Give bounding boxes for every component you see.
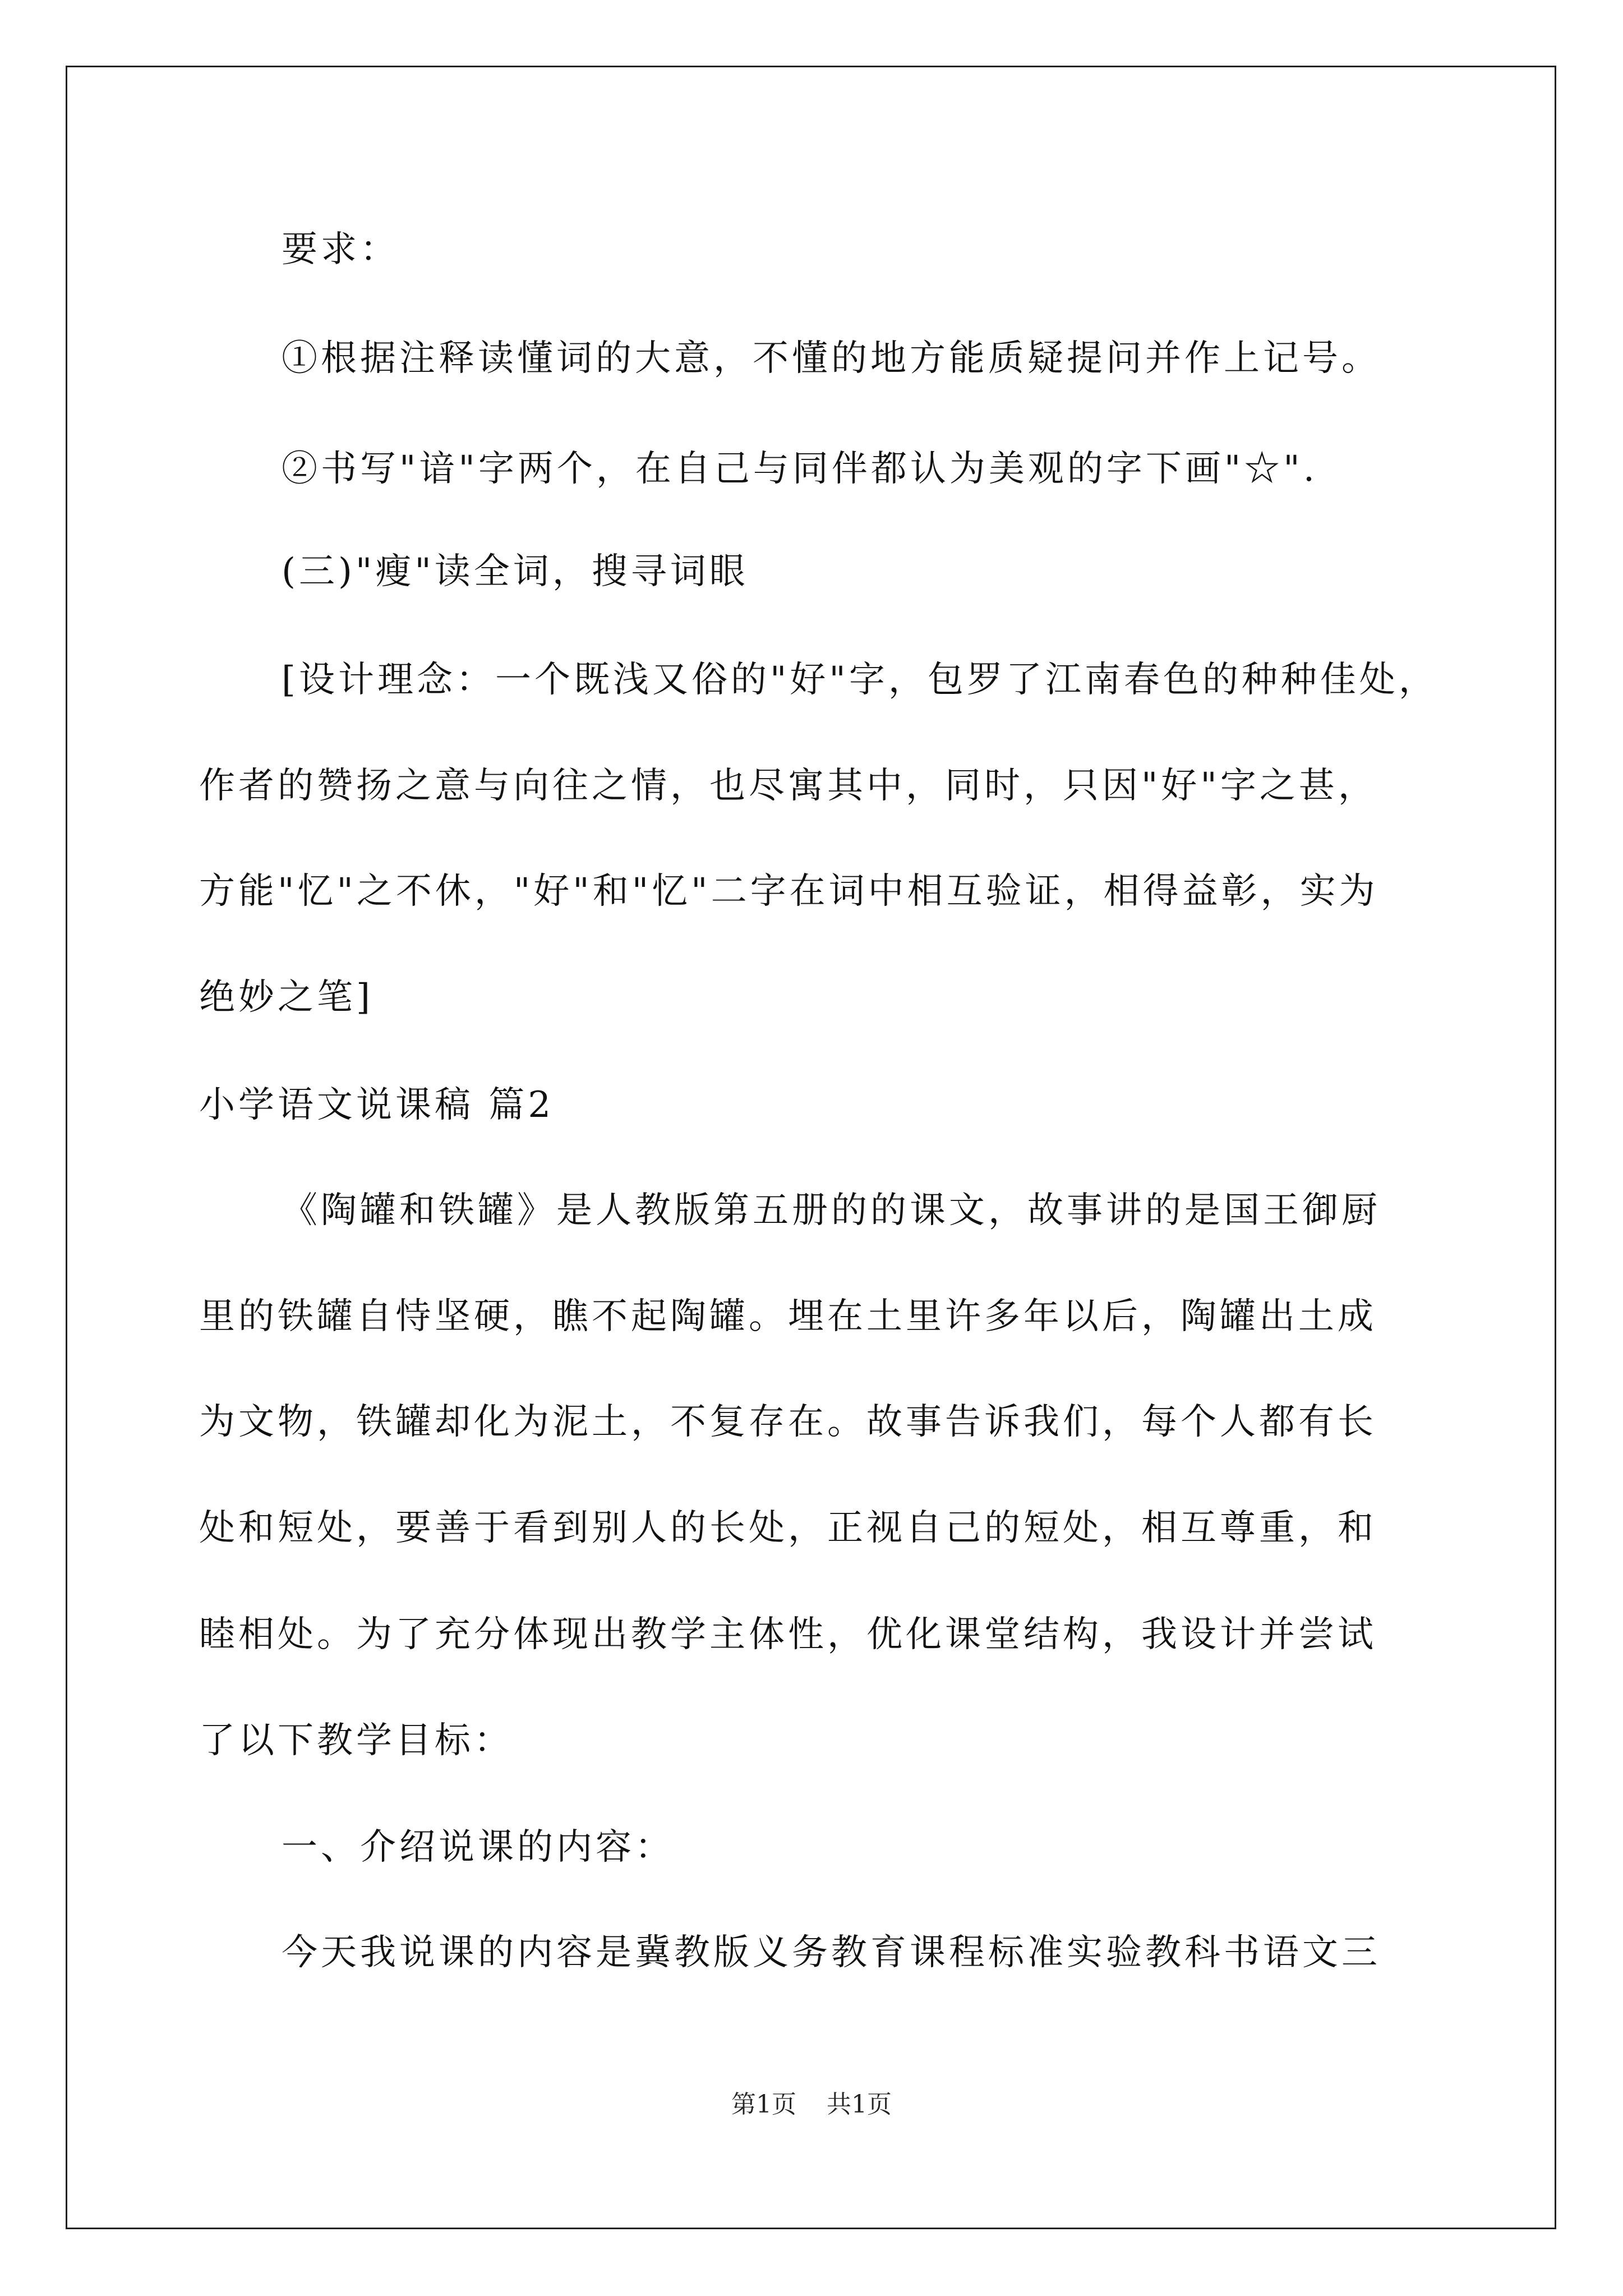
page-footer <box>0 2088 1623 2122</box>
text-line: 今天我说课的内容是冀教版义务教育课程标准实验教科书语文三 <box>282 1932 1381 1973</box>
text-line: 里的铁罐自恃坚硬，瞧不起陶罐。埋在土里许多年以后，陶罐出土成 <box>199 1296 1377 1337</box>
text-line: (三)"瘦"读全词，搜寻词眼 <box>282 551 749 592</box>
text-line: 《陶罐和铁罐》是人教版第五册的的课文，故事讲的是国王御厨 <box>282 1190 1381 1231</box>
text-line: 为文物，铁罐却化为泥土，不复存在。故事告诉我们，每个人都有长 <box>199 1401 1377 1443</box>
text-line: [设计理念：一个既浅又俗的"好"字，包罗了江南春色的种种佳处， <box>282 659 1438 701</box>
text-line: 睦相处。为了充分体现出教学主体性，优化课堂结构，我设计并尝试 <box>199 1614 1377 1655</box>
text-line: 作者的赞扬之意与向往之情，也尽寓其中，同时，只因"好"字之甚， <box>199 765 1377 807</box>
page-total: 共1页 <box>827 2090 892 2119</box>
text-line: ②书写"谙"字两个，在自己与同伴都认为美观的字下画"☆". <box>282 448 1318 490</box>
text-line: 了以下教学目标： <box>199 1720 513 1761</box>
page-border <box>66 66 1556 2229</box>
text-line: ①根据注释读懂词的大意，不懂的地方能质疑提问并作上记号。 <box>282 338 1381 379</box>
page-number: 第1页 <box>731 2090 796 2119</box>
text-line: 绝妙之笔] <box>199 977 374 1018</box>
section-heading: 小学语文说课稿 篇2 <box>199 1084 555 1126</box>
text-line: 方能"忆"之不休，"好"和"忆"二字在词中相互验证，相得益彰，实为 <box>199 871 1378 912</box>
text-line: 处和短处，要善于看到别人的长处，正视自己的短处，相互尊重，和 <box>199 1507 1377 1549</box>
text-line: 一、介绍说课的内容： <box>282 1826 674 1868</box>
text-line: 要求： <box>282 229 399 270</box>
